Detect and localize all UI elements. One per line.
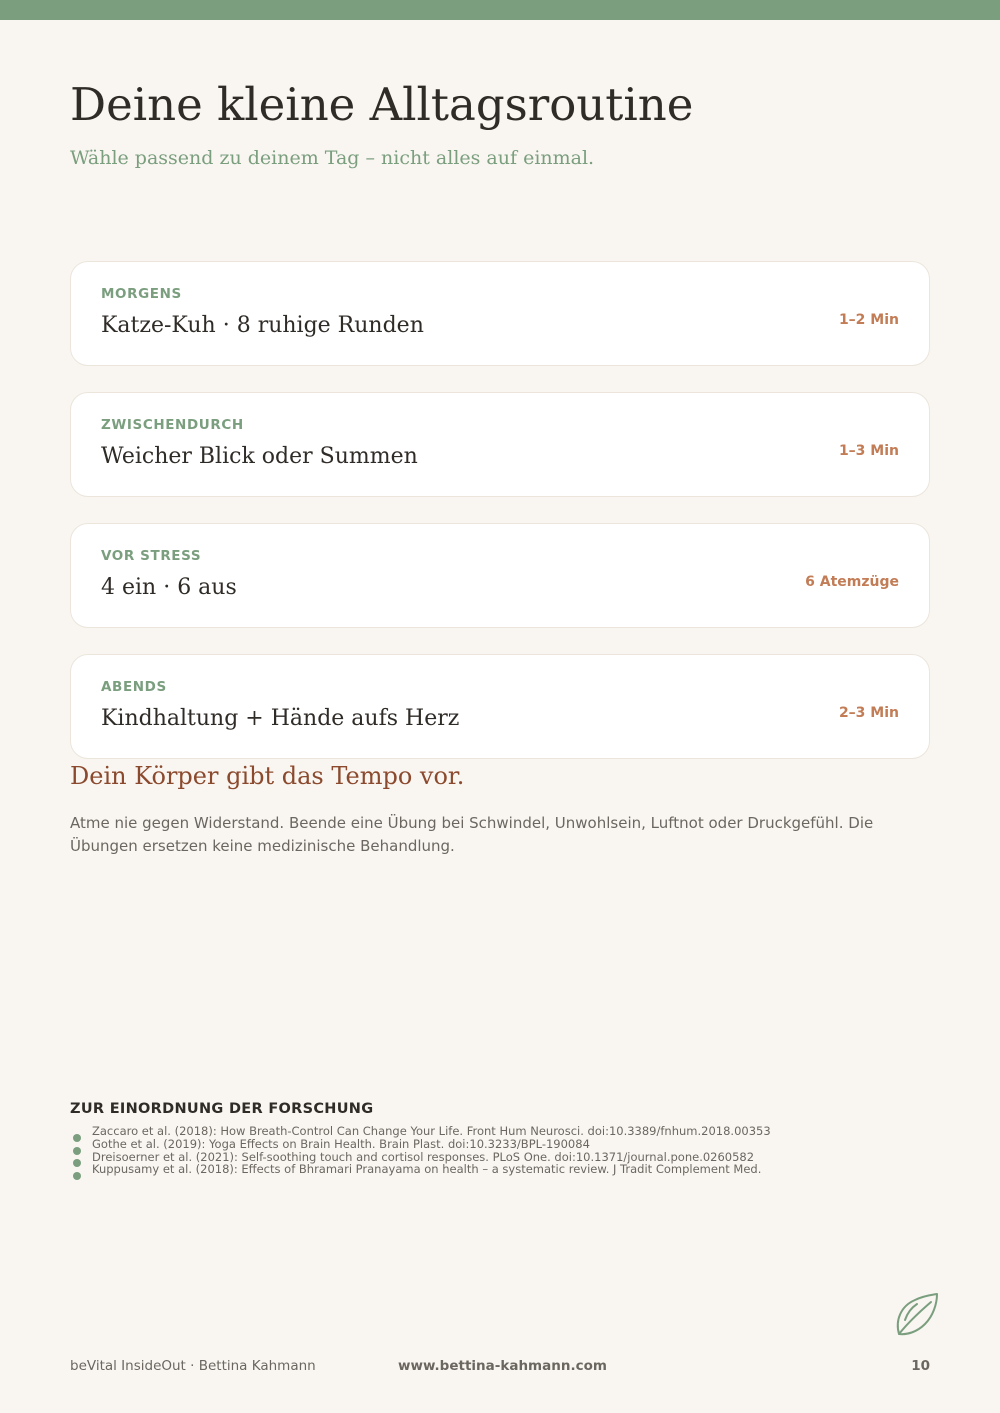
top-accent-bar: [0, 0, 1000, 20]
research-heading: ZUR EINORDNUNG DER FORSCHUNG: [70, 1101, 374, 1117]
bullet-dot-icon: [73, 1147, 81, 1155]
research-reference: Dreisoerner et al. (2021): Self-soothing touch and cortisol responses. PLoS One. doi:10.1371/journal.pone.0260582: [92, 1149, 755, 1164]
routine-card-inbetween: [70, 392, 930, 497]
research-reference: Zaccaro et al. (2018): How Breath-Control Can Change Your Life. Front Hum Neurosci. doi:10.3389/fnhum.2018.00353: [92, 1124, 771, 1138]
routine-card-label: ZWISCHENDURCH: [101, 417, 244, 433]
page-title: Deine kleine Alltagsroutine: [70, 78, 694, 131]
safety-notice-title: Dein Körper gibt das Tempo vor.: [70, 762, 465, 790]
leaf-icon: [893, 1290, 941, 1340]
routine-card-title: Kindhaltung + Hände aufs Herz: [101, 706, 460, 731]
research-reference: Kuppusamy et al. (2018): Effects of Bhramari Pranayama on health – a systematic review. J Tradit Complement Med.: [92, 1162, 762, 1177]
routine-card-list: [70, 261, 930, 785]
routine-card-label: VOR STRESS: [101, 548, 202, 564]
routine-card-duration: 1–3 Min: [838, 443, 899, 459]
routine-card-label: ABENDS: [101, 679, 167, 695]
routine-card-duration: 6 Atemzüge: [805, 574, 899, 590]
bullet-dot-icon: [73, 1134, 81, 1142]
footer-website-link[interactable]: www.bettina-kahmann.com: [398, 1358, 607, 1374]
routine-card-before-stress: [70, 523, 930, 628]
routine-card-title: Weicher Blick oder Summen: [101, 444, 418, 469]
research-reference: Gothe et al. (2019): Yoga Effects on Brain Health. Brain Plast. doi:10.3233/BPL-190084: [92, 1136, 590, 1151]
page-subtitle: Wähle passend zu deinem Tag – nicht alles auf einmal.: [70, 147, 595, 169]
research-bullet-markers: [73, 1134, 81, 1184]
routine-card-title: 4 ein · 6 aus: [101, 575, 237, 600]
page-number: 10: [911, 1358, 930, 1374]
bullet-dot-icon: [73, 1159, 81, 1167]
routine-card-title: Katze-Kuh · 8 ruhige Runden: [101, 313, 424, 338]
routine-card-evening: [70, 654, 930, 759]
routine-card-duration: 1–2 Min: [838, 312, 899, 328]
research-reference-list: [92, 1125, 771, 1176]
routine-card-morning: [70, 261, 930, 366]
safety-notice-text: Atme nie gegen Widerstand. Beende eine Übung bei Schwindel, Unwohlsein, Luftnot oder Druckgefühl. Die Übungen ersetzen keine medizinische Behandlung.: [70, 814, 874, 855]
footer-brand: beVital InsideOut · Bettina Kahmann: [70, 1358, 316, 1374]
routine-card-label: MORGENS: [101, 286, 182, 302]
routine-card-duration: 2–3 Min: [838, 705, 899, 721]
bullet-dot-icon: [73, 1172, 81, 1180]
